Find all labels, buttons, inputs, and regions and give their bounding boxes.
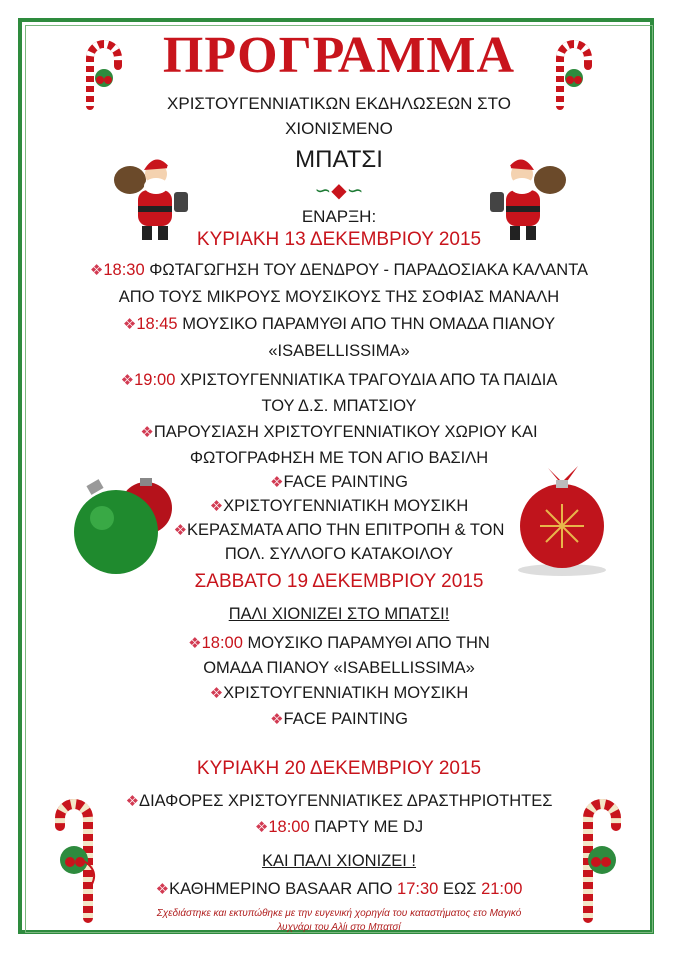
bullet-diamond-icon: ❖ xyxy=(125,793,140,810)
bullet-diamond-icon: ❖ xyxy=(122,316,137,333)
ornament-divider-icon: ∽◆∽ xyxy=(314,180,364,202)
bullet-diamond-icon: ❖ xyxy=(188,635,202,652)
day2-event3: ❖FACE PAINTING xyxy=(270,710,408,728)
subtitle-line-2: ΧΙΟΝΙΣΜΕΝΟ xyxy=(285,119,393,138)
day3-event1: ❖ΔΙΑΦΟΡΕΣ ΧΡΙΣΤΟΥΓΕΝΝΙΑΤΙΚΕΣ ΔΡΑΣΤΗΡΙΟΤΗΤΕΣ xyxy=(125,792,553,810)
bullet-diamond-icon: ❖ xyxy=(173,522,188,539)
bullet-diamond-icon: ❖ xyxy=(120,372,135,389)
bullet-diamond-icon: ❖ xyxy=(89,262,104,279)
subtitle-line-1: ΧΡΙΣΤΟΥΓΕΝΝΙΑΤΙΚΩΝ ΕΚΔΗΛΩΣΕΩΝ ΣΤΟ xyxy=(167,94,511,113)
day3-date: ΚΥΡΙΑΚΗ 20 ΔΕΚΕΜΒΡΙΟΥ 2015 xyxy=(196,758,482,779)
bullet-diamond-icon: ❖ xyxy=(270,711,284,728)
day2-event2: ❖ΧΡΙΣΤΟΥΓΕΝΝΙΑΤΙΚΗ ΜΟΥΣΙΚΗ xyxy=(209,684,469,702)
bullet-diamond-icon: ❖ xyxy=(155,881,170,898)
day1-event2: ❖18:45 ΜΟΥΣΙΚΟ ΠΑΡΑΜΥΘΙ ΑΠΟ ΤΗΝ ΟΜΑΔΑ ΠΙΑΝΟΥ xyxy=(122,315,556,333)
start-label: ΕΝΑΡΞΗ: xyxy=(301,207,377,226)
bullet-diamond-icon: ❖ xyxy=(254,819,269,836)
footer-line-2: λυχνάρι του Αλίι στο Μπατσί xyxy=(277,922,401,933)
day2-date: ΣΑΒΒΑΤΟ 19 ΔΕΚΕΜΒΡΙΟΥ 2015 xyxy=(194,571,484,592)
day1-event7-cont: ΠΟΛ. ΣΥΛΛΟΓΟ ΚΑΤΑΚΟΙΛΟΥ xyxy=(224,545,454,563)
page-title: ΠΡΟΓΡΑΜΜΑ xyxy=(162,27,516,84)
bullet-diamond-icon: ❖ xyxy=(270,474,284,491)
day2-event1-cont: ΟΜΑΔΑ ΠΙΑΝΟΥ «ISABELLISSIMA» xyxy=(203,659,475,677)
bazaar-line: ❖ΚΑΘΗΜΕΡΙΝΟ BASAAR ΑΠΟ 17:30 ΕΩΣ 21:00 xyxy=(155,880,523,898)
day2-event1: ❖18:00 ΜΟΥΣΙΚΟ ΠΑΡΑΜΥΘΙ ΑΠΟ ΤΗΝ xyxy=(188,634,490,652)
day1-event6: ❖ΧΡΙΣΤΟΥΓΕΝΝΙΑΤΙΚΗ ΜΟΥΣΙΚΗ xyxy=(209,497,469,515)
day1-event3-cont: ΤΟΥ Δ.Σ. ΜΠΑΤΣΙΟΥ xyxy=(261,397,417,415)
day1-event4: ❖ΠΑΡΟΥΣΙΑΣΗ ΧΡΙΣΤΟΥΓΕΝΝΙΑΤΙΚΟΥ ΧΩΡΙΟΥ ΚΑΙ xyxy=(140,423,538,441)
day3-event2: ❖18:00 ΠΑΡΤΥ ΜΕ DJ xyxy=(254,818,424,836)
bullet-diamond-icon: ❖ xyxy=(209,685,224,702)
day1-event7: ❖ΚΕΡΑΣΜΑΤΑ ΑΠΟ ΤΗΝ ΕΠΙΤΡΟΠΗ & ΤΟΝ xyxy=(173,521,505,539)
day1-date: ΚΥΡΙΑΚΗ 13 ΔΕΚΕΜΒΡΙΟΥ 2015 xyxy=(196,229,482,250)
bullet-diamond-icon: ❖ xyxy=(209,498,224,515)
day1-event4-cont: ΦΩΤΟΓΡΑΦΗΣΗ ΜΕ ΤΟΝ ΑΓΙΟ ΒΑΣΙΛΗ xyxy=(189,449,489,467)
place-name: ΜΠΑΤΣΙ xyxy=(295,146,383,173)
footer-line-1: Σχεδιάστηκε και εκτυπώθηκε με την ευγενική χορηγία του καταστήματος ετο Μαγικό xyxy=(156,908,522,919)
day1-event5: ❖FACE PAINTING xyxy=(270,473,408,491)
day1-event1-cont: ΑΠΟ ΤΟΥΣ ΜΙΚΡΟΥΣ ΜΟΥΣΙΚΟΥΣ ΤΗΣ ΣΟΦΙΑΣ ΜΑΝΑΛΗ xyxy=(118,288,560,306)
day1-event1: ❖18:30 ΦΩΤΑΓΩΓΗΣΗ ΤΟΥ ΔΕΝΔΡΟΥ - ΠΑΡΑΔΟΣΙΑΚΑ ΚΑΛΑΝΤΑ xyxy=(89,261,589,279)
day3-headline: ΚΑΙ ΠΑΛΙ ΧΙΟΝΙΖΕΙ ! xyxy=(261,852,417,870)
day1-event3: ❖19:00 ΧΡΙΣΤΟΥΓΕΝΝΙΑΤΙΚΑ ΤΡΑΓΟΥΔΙΑ ΑΠΟ ΤΑ ΠΑΙΔΙΑ xyxy=(120,371,558,389)
day1-event2-cont: «ISABELLISSIMA» xyxy=(268,342,410,360)
bullet-diamond-icon: ❖ xyxy=(140,424,154,441)
day2-headline: ΠΑΛΙ ΧΙΟΝΙΖΕΙ ΣΤΟ ΜΠΑΤΣΙ! xyxy=(228,605,450,623)
